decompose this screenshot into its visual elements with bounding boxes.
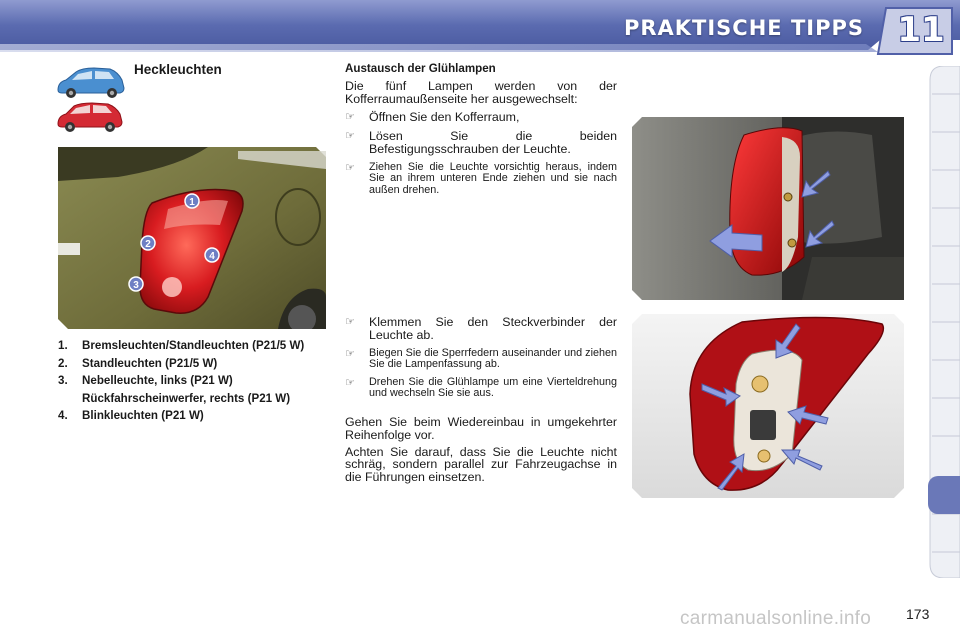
instruction-step (345, 111, 617, 124)
header-band (0, 0, 960, 52)
instructions-intro: Die fünf Lampen werden von der Kofferraumaußenseite her ausgewechselt: (345, 78, 617, 106)
legend-text: Nebelleuchte, links (P21 W) (82, 374, 233, 388)
legend-number: 3. (58, 374, 68, 388)
red-car-icon (58, 103, 122, 132)
legend-number: 4. (58, 409, 68, 423)
instruction-step (345, 130, 617, 156)
instruction-step (345, 377, 617, 400)
legend-item (58, 358, 328, 371)
pointing-hand-icon: ☞ (345, 346, 355, 360)
legend-extra-text: Rückfahrscheinwerfer, rechts (P21 W) (82, 391, 291, 405)
pointing-hand-icon: ☞ (345, 110, 355, 124)
alignment-note: Achten Sie darauf, dass Sie die Leuchte nicht schräg, sondern parallel zur Fahrzeugachse in die Führungen einsetzen. (345, 444, 617, 485)
legend-item (58, 410, 328, 423)
legend-number: 2. (58, 356, 68, 370)
step-text: Klemmen Sie den Steckverbinder der Leuchte ab. (369, 315, 617, 342)
step-text: Biegen Sie die Sperrfedern auseinander und ziehen Sie die Lampenfassung ab. (369, 346, 617, 371)
step-text: Ziehen Sie die Leuchte vorsichtig heraus, indem Sie an ihrem unteren Ende ziehen und sie nach außen drehen. (369, 160, 617, 196)
pointing-hand-icon: ☞ (345, 375, 355, 389)
legend-text: Bremsleuchten/Standleuchten (P21/5 W) (82, 339, 305, 352)
lamp-unit-photo (632, 314, 904, 498)
callout-3-label: 3 (133, 280, 139, 291)
section-title: Heckleuchten (134, 62, 222, 77)
pointing-hand-icon: ☞ (345, 315, 355, 328)
callout-1-label: 1 (189, 197, 195, 208)
page-number: 173 (906, 606, 930, 622)
callout-4-label: 4 (209, 251, 215, 262)
legend-number: 1. (58, 339, 68, 352)
watermark: carmanualsonline.info (680, 608, 872, 629)
legend-item (58, 340, 328, 353)
instruction-step (345, 348, 617, 371)
step-text: Drehen Sie die Glühlampe um eine Vierteldrehung und wechseln Sie sie aus. (369, 375, 617, 400)
trunk-lamp-photo (632, 117, 904, 300)
chapter-tab-active[interactable] (928, 476, 960, 514)
tail-light-photo (58, 147, 326, 329)
reinstall-note: Gehen Sie beim Wiedereinbau in umgekehrter Reihenfolge vor. (345, 414, 617, 442)
pointing-hand-icon: ☞ (345, 129, 355, 143)
car-model-icons (54, 66, 128, 136)
instruction-step (345, 316, 617, 342)
pointing-hand-icon: ☞ (345, 160, 355, 174)
legend-item (58, 375, 328, 388)
instructions-heading: Austausch der Glühlampen (345, 62, 496, 75)
step-text: Öffnen Sie den Kofferraum, (369, 110, 520, 125)
callout-2-label: 2 (145, 239, 151, 250)
bulb-legend (58, 340, 328, 428)
legend-text: Blinkleuchten (P21 W) (82, 409, 204, 423)
legend-text: Standleuchten (P21/5 W) (82, 356, 218, 370)
chapter-number: 11 (897, 10, 945, 50)
step-text: Lösen Sie die beiden Befestigungsschrauben der Leuchte. (369, 129, 617, 156)
page-title: PRAKTISCHE TIPPS (623, 16, 864, 40)
blue-car-icon (58, 68, 124, 98)
instructions-bottom (345, 310, 617, 484)
instruction-step (345, 162, 617, 197)
instructions-top (345, 63, 617, 197)
